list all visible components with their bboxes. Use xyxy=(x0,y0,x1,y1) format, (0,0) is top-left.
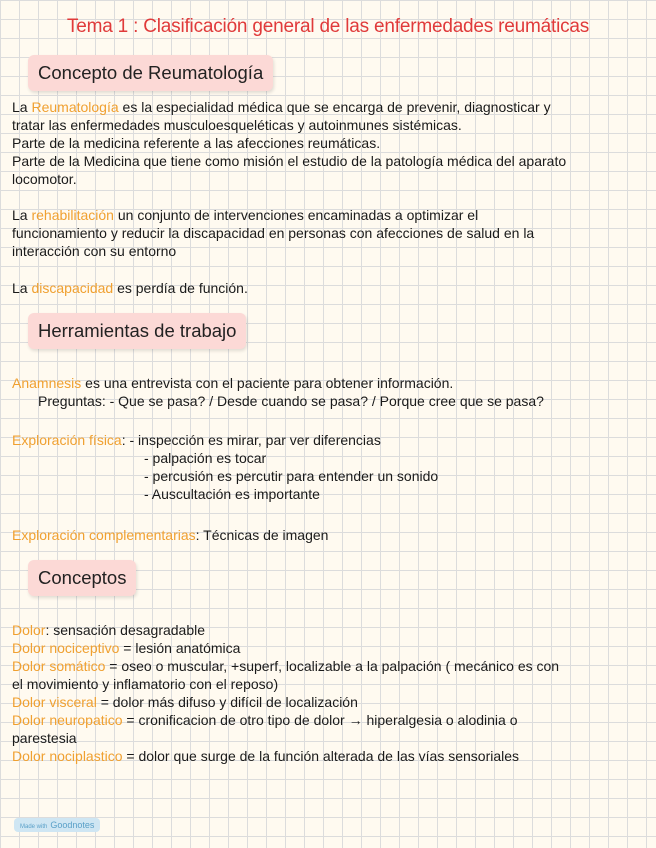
text: = dolor más difuso y difícil de localización xyxy=(96,694,358,710)
page-title: Tema 1 : Clasificación general de las enfermedades reumáticas xyxy=(66,16,590,37)
text: La xyxy=(12,280,32,296)
text: La xyxy=(12,207,32,223)
list-item xyxy=(12,621,642,639)
keyword-rehabilitacion: rehabilitación xyxy=(31,207,114,223)
text-line: locomotor. xyxy=(12,171,77,187)
list-item: - percusión es percutir para entender un sonido xyxy=(144,468,439,484)
list-item xyxy=(12,639,642,657)
section-heading-herramientas: Herramientas de trabajo xyxy=(28,313,246,349)
section-heading-concepto: Concepto de Reumatología xyxy=(28,55,273,91)
text-line: funcionamiento y reducir la discapacidad en personas con afecciones de salud en la xyxy=(12,225,535,241)
list-item xyxy=(12,711,642,729)
keyword-dolor-nociplastico: Dolor nociplastico xyxy=(12,748,123,764)
text-line: interacción con su entorno xyxy=(12,243,177,259)
keyword-exploracion-fisica: Exploración física xyxy=(12,432,122,448)
text-line: tratar las enfermedades musculoesqueléticas y autoinmunes sistémicas. xyxy=(12,117,462,133)
text: : sensación desagradable xyxy=(45,622,206,638)
text-line: Parte de la Medicina que tiene como misión el estudio de la patología médica del aparato xyxy=(12,153,567,169)
paragraph-anamnesis xyxy=(12,374,642,410)
text: es perdía de función. xyxy=(113,280,248,296)
keyword-dolor-somatico: Dolor somático xyxy=(12,658,106,674)
text: es una entrevista con el paciente para obtener información. xyxy=(81,375,454,391)
list-item xyxy=(12,657,642,675)
keyword-dolor-neuropatico: Dolor neuropatico xyxy=(12,712,123,728)
paragraph-rehabilitacion xyxy=(12,206,642,260)
badge-text: Goodnotes xyxy=(50,820,95,830)
goodnotes-badge xyxy=(14,818,100,832)
keyword-discapacidad: discapacidad xyxy=(31,280,114,296)
keyword-exploracion-complementarias: Exploración complementarias xyxy=(12,527,196,543)
list-item: - Auscultación es importante xyxy=(144,486,320,502)
text-line: Parte de la medicina referente a las afecciones reumáticas. xyxy=(12,135,381,151)
keyword-dolor-visceral: Dolor visceral xyxy=(12,694,97,710)
section-heading-conceptos: Conceptos xyxy=(28,560,136,596)
keyword-dolor-nociceptivo: Dolor nociceptivo xyxy=(12,640,120,656)
paragraph-exploracion-complementarias xyxy=(12,526,642,544)
text: = dolor que surge de la función alterada de las vías sensoriales xyxy=(122,748,520,764)
list-conceptos xyxy=(12,621,642,765)
text-line: el movimiento y inflamatorio con el reposo) xyxy=(12,676,279,692)
list-item xyxy=(12,693,642,711)
paragraph-exploracion-fisica xyxy=(12,431,642,503)
text-line: parestesia xyxy=(12,730,77,746)
text: un conjunto de intervenciones encaminadas a optimizar el xyxy=(113,207,479,223)
keyword-dolor: Dolor xyxy=(12,622,46,638)
paragraph-discapacidad xyxy=(12,279,642,297)
text: : Técnicas de imagen xyxy=(195,527,329,543)
paragraph-reumatologia xyxy=(12,98,642,188)
keyword-reumatologia: Reumatología xyxy=(31,99,119,115)
text: es la especialidad médica que se encarga de prevenir, diagnosticar y xyxy=(118,99,551,115)
keyword-anamnesis: Anamnesis xyxy=(12,375,82,391)
text: = lesión anatómica xyxy=(119,640,241,656)
list-item: - palpación es tocar xyxy=(144,450,267,466)
text: = cronificacion de otro tipo de dolor → hiperalgesia o alodinia o xyxy=(122,712,518,728)
text: La xyxy=(12,99,32,115)
text-line-preguntas: Preguntas: - Que se pasa? / Desde cuando se pasa? / Porque cree que se pasa? xyxy=(38,393,544,409)
text: : - inspección es mirar, par ver diferencias xyxy=(121,432,381,448)
badge-small-text: Made with xyxy=(20,824,48,830)
list-item xyxy=(12,747,642,765)
text: = oseo o muscular, +superf, localizable a la palpación ( mecánico es con xyxy=(105,658,560,674)
